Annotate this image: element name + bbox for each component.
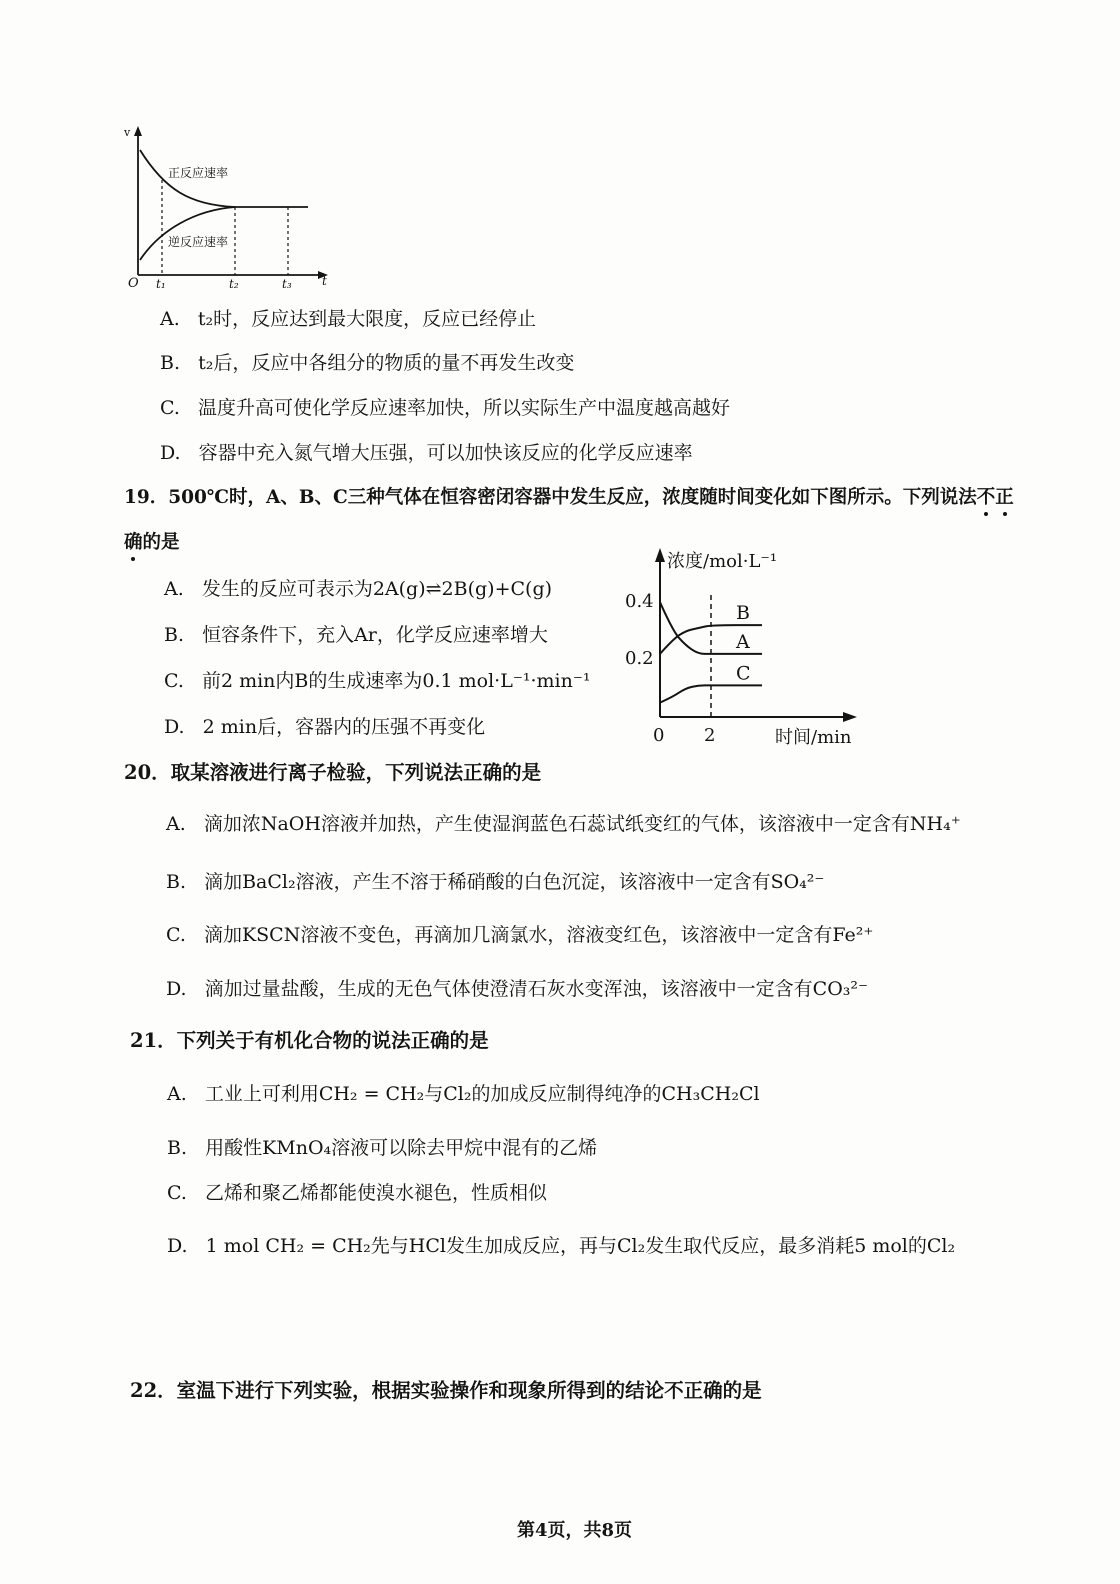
option-text: 恒容条件下，充入Ar，化学反应速率增大	[202, 624, 548, 646]
option-key: B.	[160, 352, 181, 374]
option-text: 前2 min内B的生成速率为0.1 mol·L⁻¹·min⁻¹	[201, 670, 591, 692]
graph1-y-label: v	[124, 126, 131, 139]
option-key: D.	[166, 978, 187, 1000]
q19-option-a	[164, 580, 552, 599]
option-key: A.	[160, 308, 180, 330]
graph1-origin-label: O	[128, 276, 139, 291]
q19-emphasis-zheng: 正	[995, 487, 1014, 508]
option-key: A.	[166, 813, 186, 835]
option-text: 乙烯和聚乙烯都能使溴水褪色，性质相似	[204, 1182, 547, 1204]
option-text: t₂时，反应达到最大限度，反应已经停止	[197, 308, 537, 330]
q19-option-b	[164, 626, 548, 645]
graph1-tick-t3: t₃	[282, 277, 292, 291]
option-key: C.	[167, 1182, 187, 1204]
option-text: t₂后，反应中各组分的物质的量不再发生改变	[198, 352, 575, 374]
reverse-rate-label: 逆反应速率	[168, 235, 229, 249]
chart-y-tick-0.2: 0.2	[625, 648, 654, 669]
option-text: 容器中充入氮气增大压强，可以加快该反应的化学反应速率	[198, 442, 693, 464]
q19-option-c	[164, 672, 590, 691]
series-label-B: B	[736, 602, 750, 625]
option-key: D.	[164, 716, 185, 738]
option-text: 工业上可利用CH₂ = CH₂与Cl₂的加成反应制得纯净的CH₃CH₂Cl	[204, 1083, 760, 1105]
option-text: 1 mol CH₂ = CH₂先与HCl发生加成反应，再与Cl₂发生取代反应，最多消耗5 mol的Cl₂	[205, 1235, 956, 1257]
option-key: D.	[160, 442, 181, 464]
chart-y-label: 浓度/mol·L⁻¹	[667, 551, 778, 572]
option-key: B.	[166, 871, 187, 893]
option-key: B.	[164, 624, 185, 646]
option-text: 用酸性KMnO₄溶液可以除去甲烷中混有的乙烯	[205, 1137, 598, 1159]
option-key: C.	[164, 670, 184, 692]
q19-emphasis-bu: 不	[976, 487, 996, 508]
option-key: D.	[167, 1235, 188, 1257]
q20-option-c	[166, 926, 873, 945]
option-text: 温度升高可使化学反应速率加快，所以实际生产中温度越高越好	[197, 397, 730, 419]
q21-option-c	[167, 1184, 547, 1203]
graph1-y-arrow	[134, 126, 142, 136]
option-text: 发生的反应可表示为2A(g)⇌2B(g)+C(g)	[201, 578, 553, 600]
graph1-tick-t2: t₂	[229, 277, 239, 291]
option-text: 2 min后，容器内的压强不再变化	[202, 716, 486, 738]
chart-x-tick-2: 2	[704, 725, 716, 746]
q18-option-b	[160, 354, 574, 373]
chart-x-arrow	[843, 712, 857, 722]
graph1-x-label: t	[322, 274, 327, 288]
q19-stem-rest: 的是	[142, 532, 180, 553]
q21-option-b	[167, 1139, 597, 1158]
q20-stem: 20．取某溶液进行离子检验，下列说法正确的是	[124, 761, 542, 784]
option-text: 滴加BaCl₂溶液，产生不溶于稀硝酸的白色沉淀，该溶液中一定含有SO₄²⁻	[204, 871, 825, 893]
q18-option-c	[160, 399, 730, 418]
q19-stem-line1	[124, 489, 1014, 508]
q22-stem: 22．室温下进行下列实验，根据实验操作和现象所得到的结论不正确的是	[130, 1379, 762, 1402]
q18-option-a	[160, 310, 536, 329]
q18-option-d	[160, 444, 693, 463]
series-label-A: A	[736, 630, 750, 653]
chart-y-arrow	[655, 548, 665, 562]
chart-x-label: 时间/min	[775, 727, 852, 748]
series-label-C: C	[736, 662, 751, 685]
q19-stem-line2	[124, 534, 180, 553]
forward-rate-label: 正反应速率	[168, 166, 229, 180]
chart-x-tick-0: 0	[653, 725, 665, 746]
q19-option-d	[164, 718, 485, 737]
option-text: 滴加KSCN溶液不变色，再滴加几滴氯水，溶液变红色，该溶液中一定含有Fe²⁺	[203, 924, 874, 946]
reverse-rate-curve	[140, 207, 235, 260]
option-text: 滴加浓NaOH溶液并加热，产生使湿润蓝色石蕊试纸变红的气体，该溶液中一定含有NH₄⁺	[203, 813, 961, 835]
q20-option-a	[166, 815, 961, 834]
q21-stem: 21．下列关于有机化合物的说法正确的是	[130, 1029, 489, 1052]
concentration-time-chart	[615, 540, 880, 755]
option-key: C.	[166, 924, 186, 946]
chart-y-tick-0.4: 0.4	[625, 591, 654, 612]
q19-emphasis-que: 确	[124, 532, 143, 553]
q21-option-d	[167, 1237, 955, 1256]
option-key: C.	[160, 397, 180, 419]
q21-option-a	[167, 1085, 760, 1104]
q19-stem-text: 19．500℃时，A、B、C三种气体在恒容密闭容器中发生反应，浓度随时间变化如下图所示。下列说法	[124, 487, 977, 508]
q20-option-d	[166, 980, 868, 999]
graph1-tick-t1: t₁	[156, 277, 166, 291]
rate-time-graph	[110, 120, 340, 292]
option-key: A.	[167, 1083, 187, 1105]
option-key: A.	[164, 578, 184, 600]
option-key: B.	[167, 1137, 188, 1159]
option-text: 滴加过量盐酸，生成的无色气体使澄清石灰水变浑浊，该溶液中一定含有CO₃²⁻	[204, 978, 869, 1000]
page-footer: 第4页，共8页	[517, 1520, 633, 1541]
q20-option-b	[166, 873, 824, 892]
